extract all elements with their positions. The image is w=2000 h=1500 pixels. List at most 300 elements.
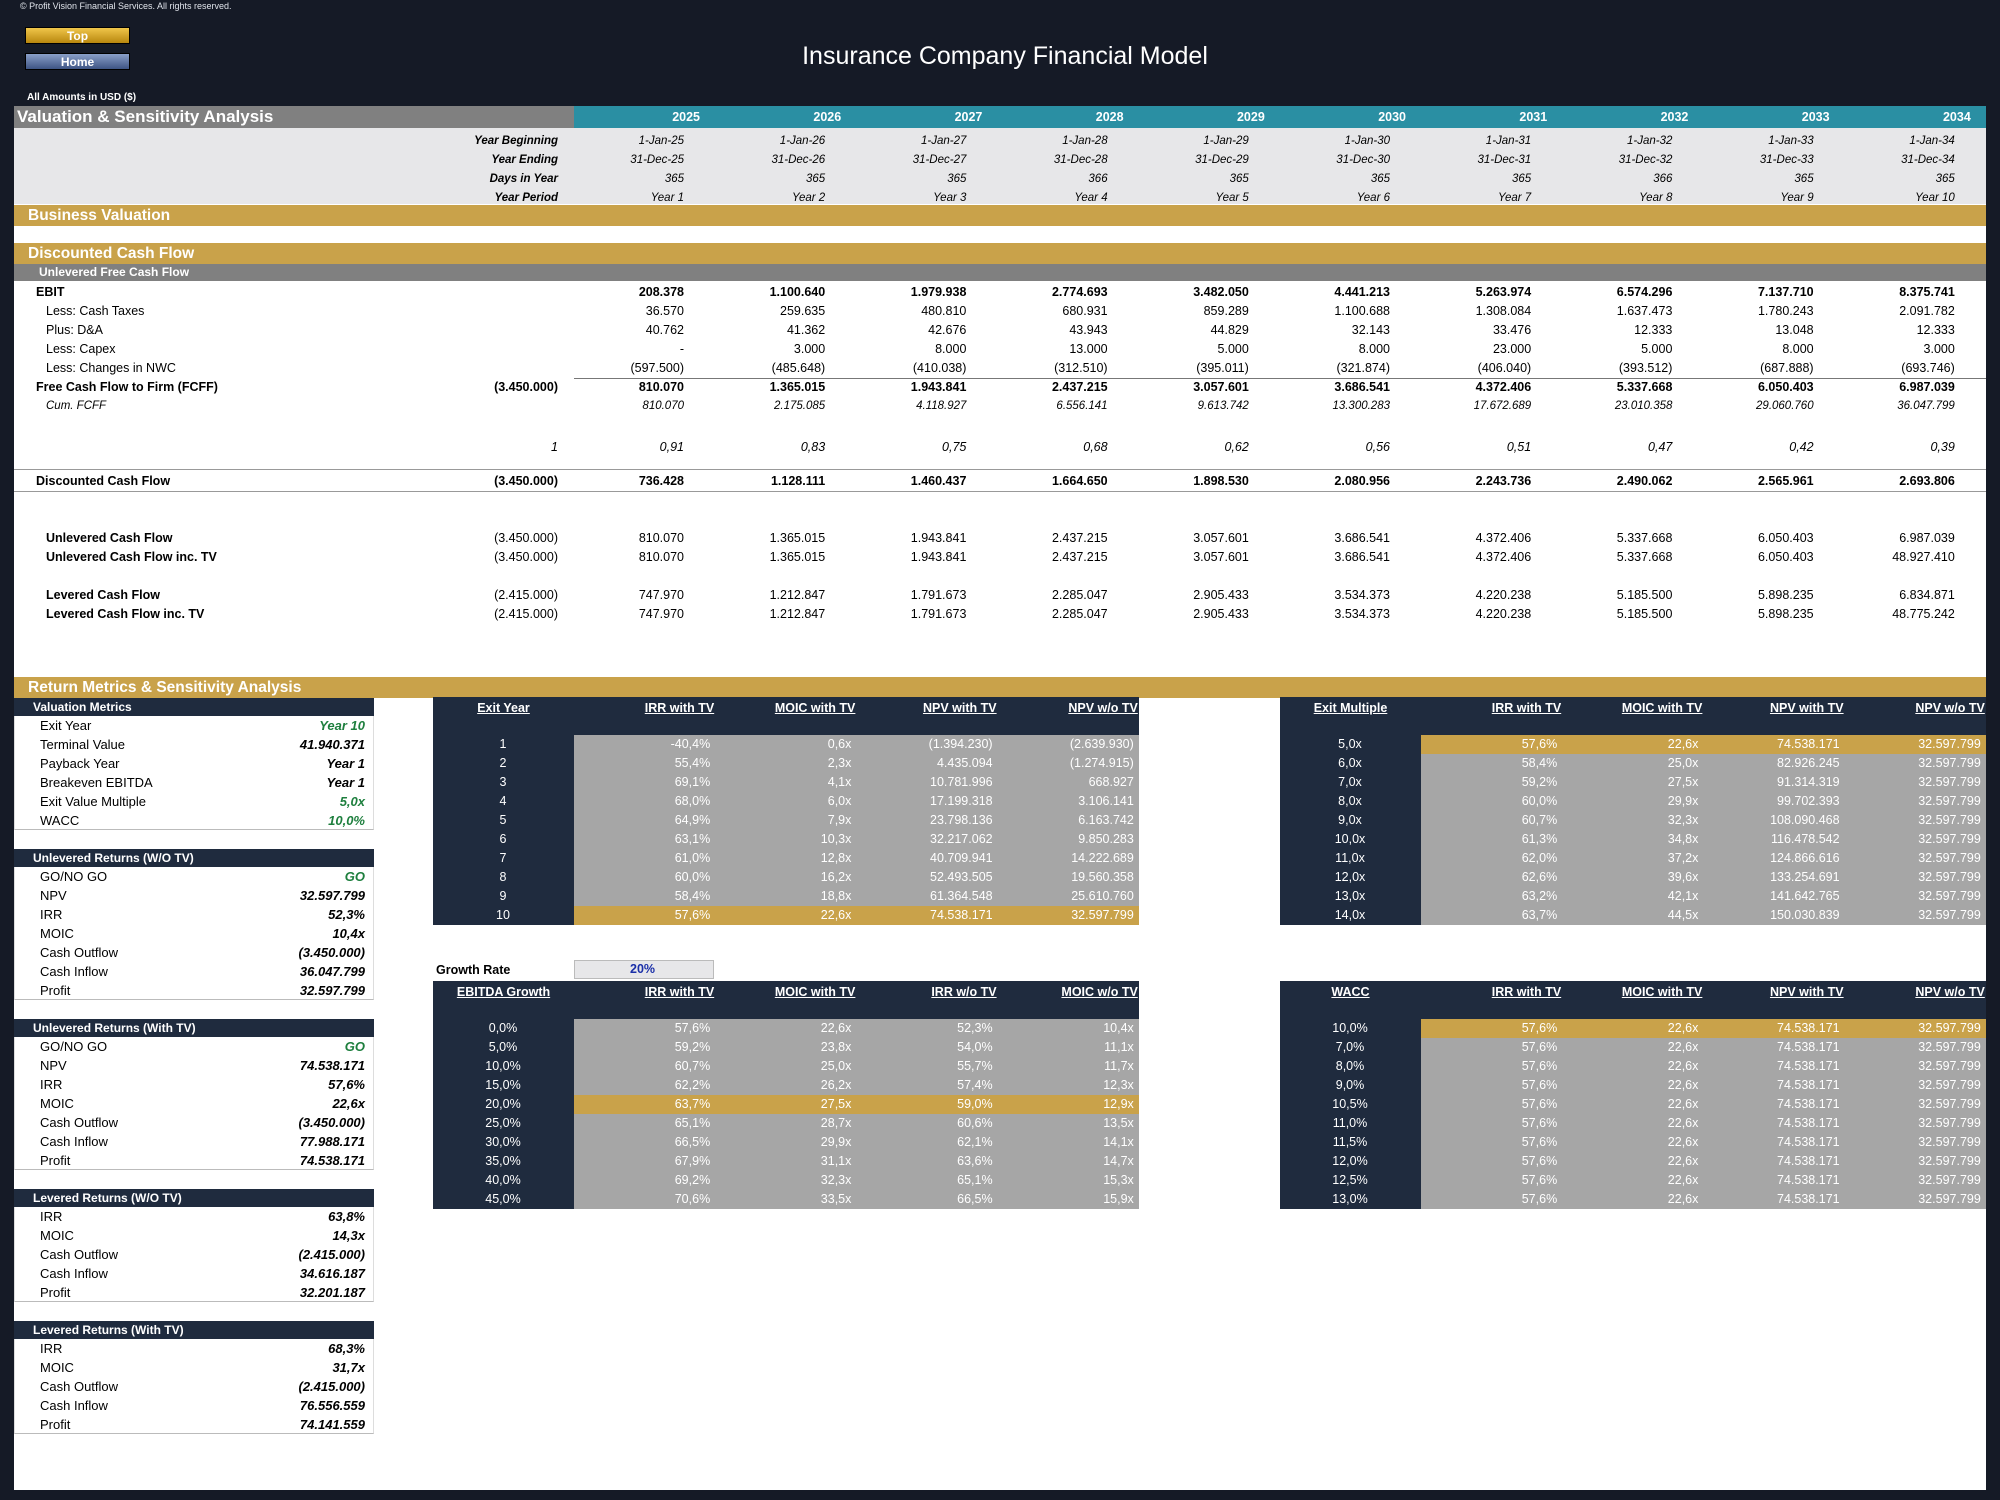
sensitivity-cell: 58,4% bbox=[674, 889, 711, 903]
sensitivity-cell: 65,1% bbox=[674, 1116, 711, 1130]
sensitivity-row bbox=[433, 735, 1139, 754]
metric-label: Breakeven EBITDA bbox=[40, 775, 153, 790]
sensitivity-cell: 66,5% bbox=[674, 1135, 711, 1149]
sensitivity-cell: 29,9x bbox=[1667, 794, 1699, 808]
value-cell: 6.556.141 bbox=[1056, 400, 1108, 412]
metric-row bbox=[14, 886, 374, 905]
sensitivity-cell: 74.538.171 bbox=[1777, 1040, 1840, 1054]
sensitivity-cell: 42,1x bbox=[1667, 889, 1699, 903]
meta-cell: Year 2 bbox=[791, 192, 826, 204]
metric-row bbox=[14, 1226, 374, 1245]
row-label: Less: Cash Taxes bbox=[46, 304, 145, 318]
sensitivity-cell: 14,7x bbox=[1103, 1154, 1134, 1168]
sensitivity-cell: 60,7% bbox=[1521, 813, 1558, 827]
sensitivity-cell: 30,0% bbox=[485, 1135, 521, 1149]
exit-year-table bbox=[433, 697, 1139, 925]
column-header[interactable]: WACC bbox=[1331, 985, 1370, 999]
initial-cell: (3.450.000) bbox=[494, 474, 558, 488]
sensitivity-cell: 52.493.505 bbox=[930, 870, 993, 884]
value-cell: 680.931 bbox=[1062, 304, 1108, 318]
sensitivity-cell: 9 bbox=[499, 889, 507, 903]
metric-row bbox=[14, 1037, 374, 1056]
value-cell: 29.060.760 bbox=[1756, 400, 1814, 412]
column-header[interactable]: EBITDA Growth bbox=[456, 985, 551, 999]
metric-box bbox=[14, 1189, 374, 1302]
sensitivity-cell: 60,0% bbox=[1521, 794, 1558, 808]
sensitivity-cell: 59,0% bbox=[957, 1097, 993, 1111]
metric-label: WACC bbox=[40, 813, 80, 828]
value-cell: 23.000 bbox=[1492, 342, 1532, 356]
metric-value: 32.597.799 bbox=[299, 888, 365, 903]
meta-cell: 1-Jan-26 bbox=[779, 135, 826, 147]
metric-value: 32.201.187 bbox=[299, 1285, 365, 1300]
sensitivity-cell: 2 bbox=[499, 756, 507, 770]
value-cell: 1.780.243 bbox=[1757, 304, 1814, 318]
sensitivity-cell: 69,2% bbox=[674, 1173, 711, 1187]
column-header: NPV w/o TV bbox=[1915, 701, 1985, 715]
sensitivity-cell: 54,0% bbox=[957, 1040, 993, 1054]
metric-row bbox=[14, 1339, 374, 1358]
sensitivity-cell: 63,6% bbox=[957, 1154, 993, 1168]
sensitivity-cell: 32.597.799 bbox=[1918, 1173, 1981, 1187]
value-cell: 1.365.015 bbox=[769, 531, 826, 545]
meta-cell: 31-Dec-27 bbox=[912, 154, 967, 166]
sensitivity-cell: 20,0% bbox=[485, 1097, 521, 1111]
sensitivity-cell: 57,6% bbox=[1521, 1135, 1558, 1149]
sensitivity-cell: 63,1% bbox=[674, 832, 711, 846]
sensitivity-cell: 6 bbox=[499, 832, 507, 846]
sensitivity-cell: 59,2% bbox=[1521, 775, 1558, 789]
sensitivity-row bbox=[1280, 792, 1986, 811]
sensitivity-cell: 61,0% bbox=[674, 851, 711, 865]
value-cell: 3.482.050 bbox=[1193, 285, 1249, 299]
sensitivity-cell: 57,6% bbox=[1521, 1192, 1558, 1206]
sensitivity-cell: 7 bbox=[499, 851, 507, 865]
sensitivity-cell: 26,2x bbox=[820, 1078, 852, 1092]
sensitivity-cell: 61,3% bbox=[1521, 832, 1558, 846]
sensitivity-cell: 70,6% bbox=[674, 1192, 711, 1206]
sensitivity-cell: 10,0x bbox=[1334, 832, 1366, 846]
metric-value: 10,4x bbox=[332, 926, 365, 941]
value-cell: 0,83 bbox=[800, 440, 826, 454]
metric-label: Payback Year bbox=[40, 756, 120, 771]
metric-row bbox=[14, 735, 374, 754]
sensitivity-cell: 60,7% bbox=[674, 1059, 711, 1073]
sensitivity-cell: 13,0% bbox=[1332, 1192, 1368, 1206]
sensitivity-row bbox=[1280, 887, 1986, 906]
sensitivity-cell: 74.538.171 bbox=[1777, 1135, 1840, 1149]
meta-cell: 365 bbox=[947, 173, 967, 185]
value-cell: 42.676 bbox=[928, 323, 967, 337]
sensitivity-cell: 68,0% bbox=[674, 794, 711, 808]
ufcf-band: Unlevered Free Cash Flow bbox=[14, 264, 1986, 281]
value-cell: 1.664.650 bbox=[1051, 474, 1108, 488]
sensitivity-cell: 25,0% bbox=[485, 1116, 521, 1130]
sensitivity-cell: 59,2% bbox=[674, 1040, 711, 1054]
sensitivity-cell: 57,6% bbox=[674, 1021, 711, 1035]
value-cell: 2.080.956 bbox=[1334, 474, 1390, 488]
year-header: 2030 bbox=[1378, 110, 1406, 124]
sensitivity-cell: 3 bbox=[499, 775, 507, 789]
sensitivity-row bbox=[433, 1019, 1139, 1038]
sensitivity-cell: 124.866.616 bbox=[1770, 851, 1840, 865]
sensitivity-cell: 5,0% bbox=[488, 1040, 518, 1054]
value-cell: 4.372.406 bbox=[1475, 380, 1532, 394]
meta-cell: 31-Dec-31 bbox=[1477, 154, 1532, 166]
sensitivity-cell: 32,3x bbox=[1667, 813, 1699, 827]
sensitivity-row bbox=[1280, 1114, 1986, 1133]
value-cell: 4.220.238 bbox=[1475, 607, 1532, 621]
sensitivity-cell: 7,0x bbox=[1338, 775, 1362, 789]
value-cell: 1.365.015 bbox=[769, 380, 826, 394]
sensitivity-row bbox=[433, 1152, 1139, 1171]
metric-label: IRR bbox=[40, 1209, 63, 1224]
value-cell: 3.686.541 bbox=[1334, 550, 1390, 564]
metric-label: Cash Inflow bbox=[40, 964, 108, 979]
sensitivity-cell: (1.274.915) bbox=[1069, 756, 1134, 770]
sensitivity-row bbox=[1280, 773, 1986, 792]
value-cell: 36.047.799 bbox=[1897, 400, 1955, 412]
metric-value: 74.538.171 bbox=[299, 1058, 365, 1073]
discount-factor-row bbox=[14, 438, 1986, 457]
sensitivity-cell: 14.222.689 bbox=[1071, 851, 1134, 865]
sensitivity-cell: 55,7% bbox=[957, 1059, 993, 1073]
return-metrics-band: Return Metrics & Sensitivity Analysis bbox=[14, 677, 1986, 698]
metric-label: Cash Outflow bbox=[40, 945, 119, 960]
sensitivity-cell: 35,0% bbox=[485, 1154, 521, 1168]
column-header[interactable]: Exit Multiple bbox=[1313, 701, 1388, 715]
value-cell: 13.300.283 bbox=[1332, 400, 1390, 412]
value-cell: 13.000 bbox=[1069, 342, 1108, 356]
value-cell: (395.011) bbox=[1196, 361, 1249, 375]
sensitivity-cell: 12,5% bbox=[1332, 1173, 1368, 1187]
sensitivity-cell: 58,4% bbox=[1521, 756, 1558, 770]
sensitivity-cell: 32.217.062 bbox=[930, 832, 993, 846]
sensitivity-row bbox=[433, 1076, 1139, 1095]
sensitivity-cell: 22,6x bbox=[1667, 1059, 1699, 1073]
sensitivity-row bbox=[433, 1057, 1139, 1076]
value-cell: 8.000 bbox=[935, 342, 967, 356]
sensitivity-cell: 74.538.171 bbox=[1777, 1059, 1840, 1073]
cash-flow-row bbox=[14, 586, 1986, 605]
metric-label: IRR bbox=[40, 1341, 63, 1356]
sensitivity-cell: (2.639.930) bbox=[1069, 737, 1134, 751]
value-cell: 40.762 bbox=[645, 323, 684, 337]
sensitivity-cell: 23.798.136 bbox=[930, 813, 993, 827]
metric-label: Exit Year bbox=[40, 718, 92, 733]
metric-label: IRR bbox=[40, 907, 63, 922]
sensitivity-cell: 11,0x bbox=[1335, 851, 1365, 865]
meta-cell: 31-Dec-32 bbox=[1618, 154, 1673, 166]
column-header: IRR with TV bbox=[1491, 985, 1562, 999]
metric-value: 36.047.799 bbox=[299, 964, 365, 979]
value-cell: 1.365.015 bbox=[769, 550, 826, 564]
value-cell: 3.057.601 bbox=[1193, 531, 1249, 545]
sensitivity-cell: 74.538.171 bbox=[1777, 1097, 1840, 1111]
sensitivity-cell: 63,7% bbox=[1521, 908, 1558, 922]
sensitivity-cell: 22,6x bbox=[1667, 1135, 1699, 1149]
meta-cell: Year 7 bbox=[1497, 192, 1532, 204]
sensitivity-row bbox=[1280, 1076, 1986, 1095]
metric-row bbox=[14, 1358, 374, 1377]
metric-row bbox=[14, 1283, 374, 1302]
sensitivity-cell: 10 bbox=[496, 908, 510, 922]
sensitivity-cell: 25,0x bbox=[820, 1059, 852, 1073]
sensitivity-cell: 57,6% bbox=[1521, 1021, 1558, 1035]
sensitivity-row bbox=[1280, 1038, 1986, 1057]
meta-cell: Year 10 bbox=[1915, 192, 1955, 204]
metric-box bbox=[14, 698, 374, 830]
sensitivity-cell: 22,6x bbox=[820, 1021, 852, 1035]
metric-label: Cash Outflow bbox=[40, 1115, 119, 1130]
metric-row bbox=[14, 1132, 374, 1151]
sensitivity-cell: 91.314.319 bbox=[1777, 775, 1840, 789]
divider-line bbox=[14, 469, 1986, 470]
sensitivity-row bbox=[1280, 811, 1986, 830]
ebitda-growth-table bbox=[433, 981, 1139, 1209]
sensitivity-cell: 60,0% bbox=[674, 870, 711, 884]
header-band bbox=[14, 106, 1986, 128]
sensitivity-row bbox=[1280, 1152, 1986, 1171]
sensitivity-cell: 8,0% bbox=[1335, 1059, 1365, 1073]
value-cell: 43.943 bbox=[1069, 323, 1108, 337]
metric-row bbox=[14, 1415, 374, 1434]
page-title: Insurance Company Financial Model bbox=[802, 42, 1208, 70]
metric-label: Profit bbox=[40, 1417, 71, 1432]
metric-row bbox=[14, 754, 374, 773]
value-cell: 6.834.871 bbox=[1899, 588, 1955, 602]
sensitivity-cell: 0,6x bbox=[827, 737, 852, 751]
metric-row bbox=[14, 962, 374, 981]
sensitivity-cell: 4 bbox=[499, 794, 507, 808]
sensitivity-row bbox=[433, 1133, 1139, 1152]
sensitivity-cell: 31,1x bbox=[820, 1154, 852, 1168]
value-cell: 6.050.403 bbox=[1757, 531, 1814, 545]
meta-row-days bbox=[14, 170, 1986, 189]
sensitivity-cell: 10,4x bbox=[1103, 1021, 1134, 1035]
value-cell: 41.362 bbox=[786, 323, 826, 337]
value-cell: 2.243.736 bbox=[1475, 474, 1532, 488]
value-cell: 32.143 bbox=[1351, 323, 1390, 337]
sensitivity-cell: 99.702.393 bbox=[1777, 794, 1840, 808]
meta-cell: 31-Dec-26 bbox=[771, 154, 826, 166]
metric-row bbox=[14, 867, 374, 886]
sensitivity-cell: 57,6% bbox=[1521, 737, 1558, 751]
row-label: Cum. FCFF bbox=[46, 400, 107, 412]
sensitivity-cell: 57,6% bbox=[1521, 1173, 1558, 1187]
sensitivity-cell: 0,0% bbox=[488, 1021, 518, 1035]
initial-cell: (3.450.000) bbox=[494, 550, 558, 564]
growth-rate-input[interactable]: 20% bbox=[574, 960, 714, 979]
column-header[interactable]: Exit Year bbox=[477, 701, 530, 715]
sensitivity-cell: 12,9x bbox=[1103, 1097, 1134, 1111]
sensitivity-cell: 32.597.799 bbox=[1071, 908, 1134, 922]
sensitivity-cell: 32.597.799 bbox=[1918, 775, 1981, 789]
sensitivity-cell: 4.435.094 bbox=[936, 756, 993, 770]
metric-label: NPV bbox=[40, 888, 67, 903]
sensitivity-cell: 62,6% bbox=[1521, 870, 1558, 884]
metric-value: (3.450.000) bbox=[298, 945, 365, 960]
sensitivity-cell: 57,6% bbox=[1521, 1040, 1558, 1054]
column-header: NPV with TV bbox=[922, 701, 997, 715]
column-header: IRR with TV bbox=[1491, 701, 1562, 715]
value-cell: 2.437.215 bbox=[1051, 531, 1108, 545]
metric-label: Cash Inflow bbox=[40, 1398, 108, 1413]
value-cell: 1.212.847 bbox=[769, 607, 826, 621]
metric-value: GO bbox=[344, 1039, 365, 1054]
metric-box-title: Levered Returns (With TV) bbox=[14, 1321, 374, 1339]
metric-label: MOIC bbox=[40, 926, 74, 941]
sensitivity-cell: 9.850.283 bbox=[1078, 832, 1134, 846]
sensitivity-cell: 29,9x bbox=[820, 1135, 852, 1149]
meta-cell: 1-Jan-34 bbox=[1909, 135, 1955, 147]
metric-value: 31,7x bbox=[332, 1360, 365, 1375]
metric-box-title: Unlevered Returns (W/O TV) bbox=[14, 849, 374, 867]
sensitivity-row bbox=[433, 811, 1139, 830]
sensitivity-cell: 32.597.799 bbox=[1918, 832, 1981, 846]
value-cell: (406.040) bbox=[1477, 361, 1532, 375]
sensitivity-cell: 32.597.799 bbox=[1918, 1059, 1981, 1073]
column-header: MOIC with TV bbox=[1621, 701, 1703, 715]
section-title: Valuation & Sensitivity Analysis bbox=[14, 106, 574, 128]
metric-value: Year 1 bbox=[326, 756, 365, 771]
metric-value: 74.141.559 bbox=[299, 1417, 365, 1432]
value-cell: 3.000 bbox=[1923, 342, 1955, 356]
sensitivity-cell: 32.597.799 bbox=[1918, 794, 1981, 808]
sensitivity-cell: 5 bbox=[499, 813, 507, 827]
value-cell: - bbox=[679, 342, 684, 356]
sensitivity-cell: 11,0% bbox=[1332, 1116, 1368, 1130]
sensitivity-cell: 33,5x bbox=[820, 1192, 852, 1206]
sensitivity-cell: 108.090.468 bbox=[1770, 813, 1840, 827]
sensitivity-cell: 6.163.742 bbox=[1078, 813, 1134, 827]
metric-value: 77.988.171 bbox=[299, 1134, 365, 1149]
sensitivity-row bbox=[1280, 906, 1986, 925]
meta-cell: Year 5 bbox=[1215, 192, 1249, 204]
meta-label: Days in Year bbox=[489, 173, 558, 185]
sensitivity-cell: 12,0x bbox=[1334, 870, 1366, 884]
column-header: MOIC with TV bbox=[774, 701, 856, 715]
value-cell: 2.437.215 bbox=[1051, 380, 1108, 394]
metric-label: Exit Value Multiple bbox=[40, 794, 146, 809]
dcf-row bbox=[14, 359, 1986, 378]
sensitivity-cell: 22,6x bbox=[1667, 1097, 1699, 1111]
sensitivity-cell: 9,0x bbox=[1338, 813, 1362, 827]
sensitivity-row bbox=[433, 906, 1139, 925]
home-button[interactable]: Home bbox=[25, 53, 130, 70]
value-cell: 7.137.710 bbox=[1757, 285, 1814, 299]
sensitivity-cell: 22,6x bbox=[1667, 1021, 1699, 1035]
metric-row bbox=[14, 924, 374, 943]
sensitivity-cell: 62,2% bbox=[674, 1078, 711, 1092]
subtotal-line bbox=[574, 378, 1986, 379]
sensitivity-cell: 32,3x bbox=[820, 1173, 852, 1187]
initial-cell: (3.450.000) bbox=[494, 531, 558, 545]
sensitivity-row bbox=[433, 1171, 1139, 1190]
metric-box-title: Levered Returns (W/O TV) bbox=[14, 1189, 374, 1207]
cash-flow-row bbox=[14, 548, 1986, 567]
sensitivity-cell: 141.642.765 bbox=[1770, 889, 1840, 903]
metric-row bbox=[14, 905, 374, 924]
value-cell: 1.898.530 bbox=[1193, 474, 1249, 488]
value-cell: 6.987.039 bbox=[1899, 380, 1955, 394]
sensitivity-cell: 32.597.799 bbox=[1918, 1135, 1981, 1149]
value-cell: 259.635 bbox=[780, 304, 826, 318]
row-label: EBIT bbox=[36, 285, 65, 299]
meta-cell: 1-Jan-32 bbox=[1627, 135, 1673, 147]
year-header: 2033 bbox=[1801, 110, 1830, 124]
sensitivity-cell: 74.538.171 bbox=[1777, 1078, 1840, 1092]
sensitivity-cell: 27,5x bbox=[820, 1097, 852, 1111]
metric-row bbox=[14, 1056, 374, 1075]
value-cell: 2.285.047 bbox=[1051, 588, 1108, 602]
meta-cell: 365 bbox=[1370, 173, 1390, 185]
value-cell: 736.428 bbox=[638, 474, 684, 488]
sensitivity-cell: 19.560.358 bbox=[1071, 870, 1134, 884]
value-cell: 2.437.215 bbox=[1051, 550, 1108, 564]
metric-row bbox=[14, 1264, 374, 1283]
value-cell: 5.185.500 bbox=[1616, 588, 1673, 602]
meta-cell: 365 bbox=[1794, 173, 1814, 185]
metric-value: Year 1 bbox=[326, 775, 365, 790]
value-cell: 0,75 bbox=[942, 440, 967, 454]
sensitivity-cell: 37,2x bbox=[1667, 851, 1699, 865]
value-cell: (410.038) bbox=[912, 361, 967, 375]
value-cell: 480.810 bbox=[921, 304, 967, 318]
value-cell: 3.057.601 bbox=[1193, 380, 1249, 394]
value-cell: 1.128.111 bbox=[770, 474, 826, 488]
value-cell: 33.476 bbox=[1492, 323, 1532, 337]
row-label: Less: Changes in NWC bbox=[46, 361, 176, 375]
discounted-cf-row bbox=[14, 472, 1986, 491]
sensitivity-cell: 14,0x bbox=[1334, 908, 1366, 922]
sensitivity-cell: 6,0x bbox=[827, 794, 852, 808]
value-cell: 0,62 bbox=[1224, 440, 1249, 454]
sensitivity-cell: 32.597.799 bbox=[1918, 908, 1981, 922]
value-cell: 13.048 bbox=[1775, 323, 1814, 337]
sensitivity-cell: 64,9% bbox=[674, 813, 711, 827]
initial-cell: (2.415.000) bbox=[494, 607, 558, 621]
top-button[interactable]: Top bbox=[25, 27, 130, 44]
sensitivity-row bbox=[433, 849, 1139, 868]
sensitivity-cell: 133.254.691 bbox=[1770, 870, 1840, 884]
value-cell: (687.888) bbox=[1760, 361, 1814, 375]
meta-cell: 1-Jan-33 bbox=[1768, 135, 1814, 147]
sensitivity-cell: 62,1% bbox=[957, 1135, 993, 1149]
sensitivity-cell: 22,6x bbox=[1667, 1040, 1699, 1054]
sensitivity-cell: 57,6% bbox=[1521, 1116, 1558, 1130]
value-cell: 2.774.693 bbox=[1051, 285, 1108, 299]
value-cell: (597.500) bbox=[630, 361, 684, 375]
sensitivity-cell: 22,6x bbox=[1667, 1173, 1699, 1187]
metric-label: Cash Inflow bbox=[40, 1266, 108, 1281]
metric-label: Profit bbox=[40, 1285, 71, 1300]
sensitivity-cell: 34,8x bbox=[1667, 832, 1699, 846]
year-header: 2027 bbox=[954, 110, 983, 124]
value-cell: 8.000 bbox=[1358, 342, 1390, 356]
sensitivity-cell: 7,9x bbox=[827, 813, 852, 827]
value-cell: 1.943.841 bbox=[910, 550, 967, 564]
metric-row bbox=[14, 773, 374, 792]
value-cell: 4.118.927 bbox=[916, 400, 967, 412]
column-header: IRR w/o TV bbox=[931, 985, 997, 999]
sensitivity-cell: 8 bbox=[499, 870, 507, 884]
sensitivity-cell: 39,6x bbox=[1667, 870, 1699, 884]
metric-box bbox=[14, 849, 374, 1000]
value-cell: 747.970 bbox=[638, 607, 684, 621]
metric-label: Cash Outflow bbox=[40, 1379, 119, 1394]
sensitivity-cell: 32.597.799 bbox=[1918, 1154, 1981, 1168]
